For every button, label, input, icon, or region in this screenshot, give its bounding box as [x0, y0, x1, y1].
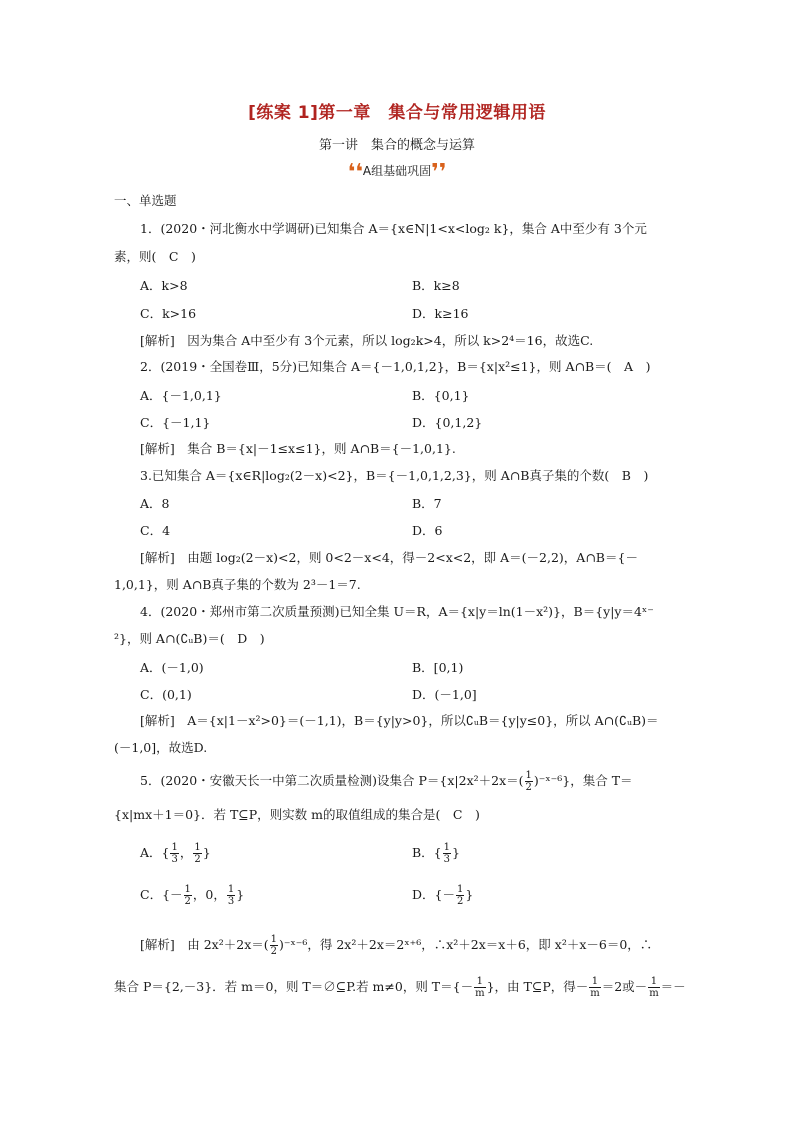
q2-option-d: D．{0,1,2} [412, 415, 483, 430]
q5-analysis-line1: [解析] 由 2x²＋2x＝( $\frac{1}{2}$ )⁻ˣ⁻⁶，得 2x²＋2x＝2ˣ⁺⁶，∴x²＋2x＝x＋6，即 x²＋x－6＝0，∴ [140, 934, 653, 957]
q3-option-b: B．7 [412, 496, 442, 511]
q4-stem-line1: 4．(2020・郑州市第二次质量预测)已知全集 U＝R，A＝{x|y＝ln(1－x²)}，B＝{y|y＝4ˣ⁻ [140, 604, 654, 619]
q1-option-d: D．k≥16 [412, 306, 469, 321]
fraction: $\frac{1}{3}$ [443, 842, 451, 865]
q5-option-a: A．{ $\frac{1}{3}$ ， $\frac{1}{2}$ } [140, 842, 211, 865]
q2-option-b: B．{0,1} [412, 388, 470, 403]
section-heading: 一、单选题 [114, 193, 177, 208]
q2-option-a: A．{－1,0,1} [140, 388, 222, 403]
q2-stem: 2．(2019・全国卷Ⅲ，5分)已知集合 A＝{－1,0,1,2}，B＝{x|x²≤1}，则 A∩B＝( A ) [140, 359, 651, 374]
q4-option-b: B．[0,1) [412, 660, 464, 675]
q2-option-c: C．{－1,1} [140, 415, 211, 430]
q5-stem-line1: 5．(2020・安徽天长一中第二次质量检测)设集合 P＝{x|2x²＋2x＝( $\frac{1}{2}$ )⁻ˣ⁻⁶}，集合 T＝ [140, 770, 633, 793]
q5-option-d: D．{－ $\frac{1}{2}$ } [412, 884, 474, 907]
group-label-text: A组基础巩固 [362, 164, 432, 178]
fraction: $\frac{1}{2}$ [194, 842, 201, 865]
q3-stem: 3.已知集合 A＝{x∈R|log₂(2－x)<2}，B＝{－1,0,1,2,3}，则 A∩B真子集的个数( B ) [140, 468, 649, 483]
q4-stem-line2: ²}，则 A∩(∁ᵤB)＝( D ) [114, 631, 265, 646]
q1-stem-line1: 1．(2020・河北衡水中学调研)已知集合 A＝{x∈N|1<x<log₂ k}，集合 A中至少有 3个元 [140, 221, 647, 236]
q5-option-b: B．{ $\frac{1}{3}$ } [412, 842, 460, 865]
q2-analysis: [解析] 集合 B＝{x|－1≤x≤1}，则 A∩B＝{－1,0,1}. [140, 441, 456, 456]
group-label [0, 160, 794, 185]
q3-analysis-line2: 1,0,1}，则 A∩B真子集的个数为 2³－1＝7. [114, 577, 361, 592]
q3-option-a: A．8 [140, 496, 170, 511]
quote-open-icon: ❛❛ [347, 160, 363, 185]
fraction: $\frac{1}{2}$ [525, 770, 532, 793]
page-title: [练案 1]第一章 集合与常用逻辑用语 [248, 103, 546, 123]
q5-stem-line2: {x|mx＋1＝0}．若 T⊆P，则实数 m的取值组成的集合是( C ) [114, 807, 480, 822]
q5-analysis-line2: 集合 P＝{2,－3}．若 m＝0，则 T＝∅⊆P.若 m≠0，则 T＝{－ $\frac{1}{m}$ }，由 T⊆P，得－ $\frac{1}{m}$ ＝2或－ $\frac{1}{m}$ ＝－ [114, 976, 686, 999]
fraction: $\frac{1}{2}$ [456, 884, 464, 907]
q5-option-c: C．{－ $\frac{1}{2}$ ，0， $\frac{1}{3}$ } [140, 884, 245, 907]
fraction: $\frac{1}{3}$ [171, 842, 178, 865]
q1-option-b: B．k≥8 [412, 278, 460, 293]
q4-analysis-line2: (－1,0]，故选D. [114, 740, 208, 755]
q3-analysis-line1: [解析] 由题 log₂(2－x)<2，则 0<2－x<4，得－2<x<2，即 A＝(－2,2)，A∩B＝{－ [140, 550, 638, 565]
q1-stem-line2: 素，则( C ) [114, 249, 196, 264]
q4-option-a: A．(－1,0) [140, 660, 204, 675]
q1-analysis: [解析] 因为集合 A中至少有 3个元素，所以 log₂k>4，所以 k>2⁴＝16，故选C. [140, 333, 594, 348]
q3-option-d: D．6 [412, 523, 443, 538]
fraction: $\frac{1}{3}$ [227, 884, 235, 907]
q4-option-d: D．(－1,0] [412, 687, 477, 702]
fraction: $\frac{1}{m}$ [590, 976, 600, 999]
quote-close-icon: ❜❜ [431, 160, 447, 185]
fraction: $\frac{1}{2}$ [270, 934, 277, 957]
q1-option-a: A．k>8 [140, 278, 188, 293]
q1-option-c: C．k>16 [140, 306, 197, 321]
fraction: $\frac{1}{2}$ [184, 884, 191, 907]
q4-option-c: C．(0,1) [140, 687, 192, 702]
q4-analysis-line1: [解析] A＝{x|1－x²>0}＝(－1,1)，B＝{y|y>0}，所以∁ᵤB＝{y|y≤0}，所以 A∩(∁ᵤB)＝ [140, 713, 659, 728]
fraction: $\frac{1}{m}$ [475, 976, 485, 999]
q3-option-c: C．4 [140, 523, 171, 538]
lesson-subtitle: 第一讲 集合的概念与运算 [318, 138, 475, 153]
fraction: $\frac{1}{m}$ [649, 976, 659, 999]
